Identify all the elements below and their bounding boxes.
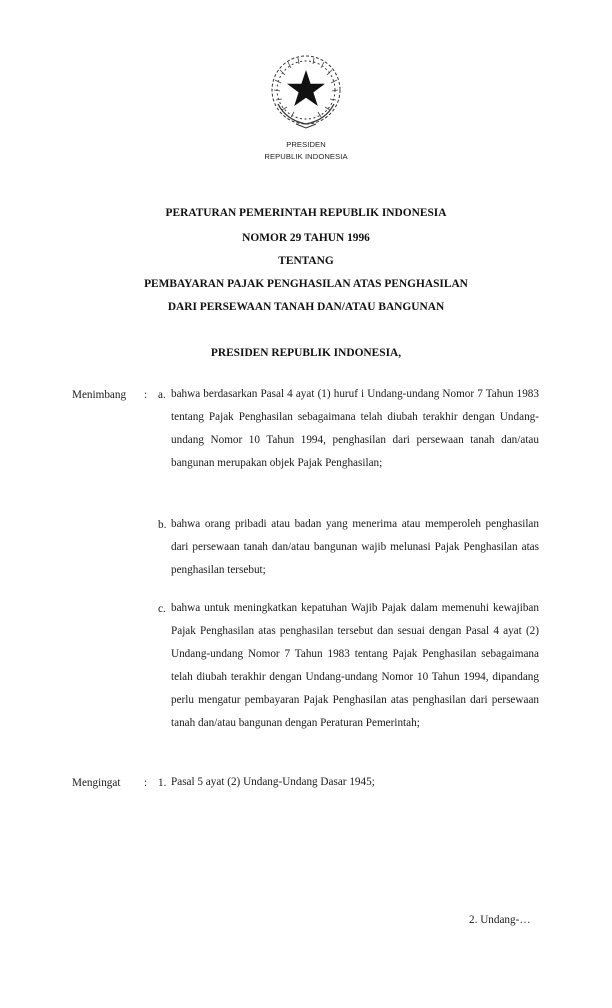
garuda-star-wreath-emblem-icon <box>266 50 346 132</box>
menimbang-item-b-marker: b. <box>158 519 167 531</box>
title-subject-line1: PEMBAYARAN PAJAK PENGHASILAN ATAS PENGHASILAN <box>144 278 468 290</box>
mengingat-label: Mengingat <box>72 777 121 789</box>
mengingat-item-1-marker: 1. <box>158 777 167 789</box>
menimbang-item-a-text: bahwa berdasarkan Pasal 4 ayat (1) huruf i Undang-undang Nomor 7 Tahun 1983 tentang Pajak Penghasilan sebagaimana telah diubah terakhir dengan Undang-undang Nomor 10 Tahun 1994, penghasilan dari persewaan tanah dan/atau bangunan merupakan objek Pajak Penghasilan; <box>171 388 539 469</box>
title-tentang: TENTANG <box>278 255 334 267</box>
title-subject-line2: DARI PERSEWAAN TANAH DAN/ATAU BANGUNAN <box>167 301 445 313</box>
title-president: PRESIDEN REPUBLIK INDONESIA, <box>210 347 402 359</box>
title-regulation-type: PERATURAN PEMERINTAH REPUBLIK INDONESIA <box>165 207 447 219</box>
menimbang-item-b-text: bahwa orang pribadi atau badan yang menerima atau memperoleh penghasilan dari persewaan tanah dan/atau bangunan wajib melunasi Pajak Penghasilan atas penghasilan tersebut; <box>171 518 539 576</box>
letterhead-line1: PRESIDEN <box>286 140 326 149</box>
mengingat-colon: : <box>144 777 148 789</box>
menimbang-item-a-marker: a. <box>158 389 166 401</box>
title-number-year: NOMOR 29 TAHUN 1996 <box>242 232 370 244</box>
menimbang-item-c-marker: c. <box>158 603 166 615</box>
page-continuation-marker: 2. Undang-… <box>469 914 531 926</box>
menimbang-colon: : <box>144 389 148 401</box>
mengingat-item-1-text: Pasal 5 ayat (2) Undang-Undang Dasar 1945; <box>171 776 375 788</box>
menimbang-item-c-text: bahwa untuk meningkatkan kepatuhan Wajib Pajak dalam memenuhi kewajiban Pajak Penghasilan atas penghasilan tersebut dan sesuai dengan Pasal 4 ayat (2) Undang-undang Nomor 7 Tahun 1983 tentang Pajak Penghasilan sebagaimana telah diubah terakhir dengan Undang-undang Nomor 10 Tahun 1994, dipandang perlu mengatur pembayaran Pajak Penghasilan atas penghasilan dari persewaan tanah dan/atau bangunan dengan Peraturan Pemerintah; <box>171 602 539 729</box>
menimbang-label: Menimbang <box>72 389 127 401</box>
letterhead-line2: REPUBLIK INDONESIA <box>264 152 348 161</box>
